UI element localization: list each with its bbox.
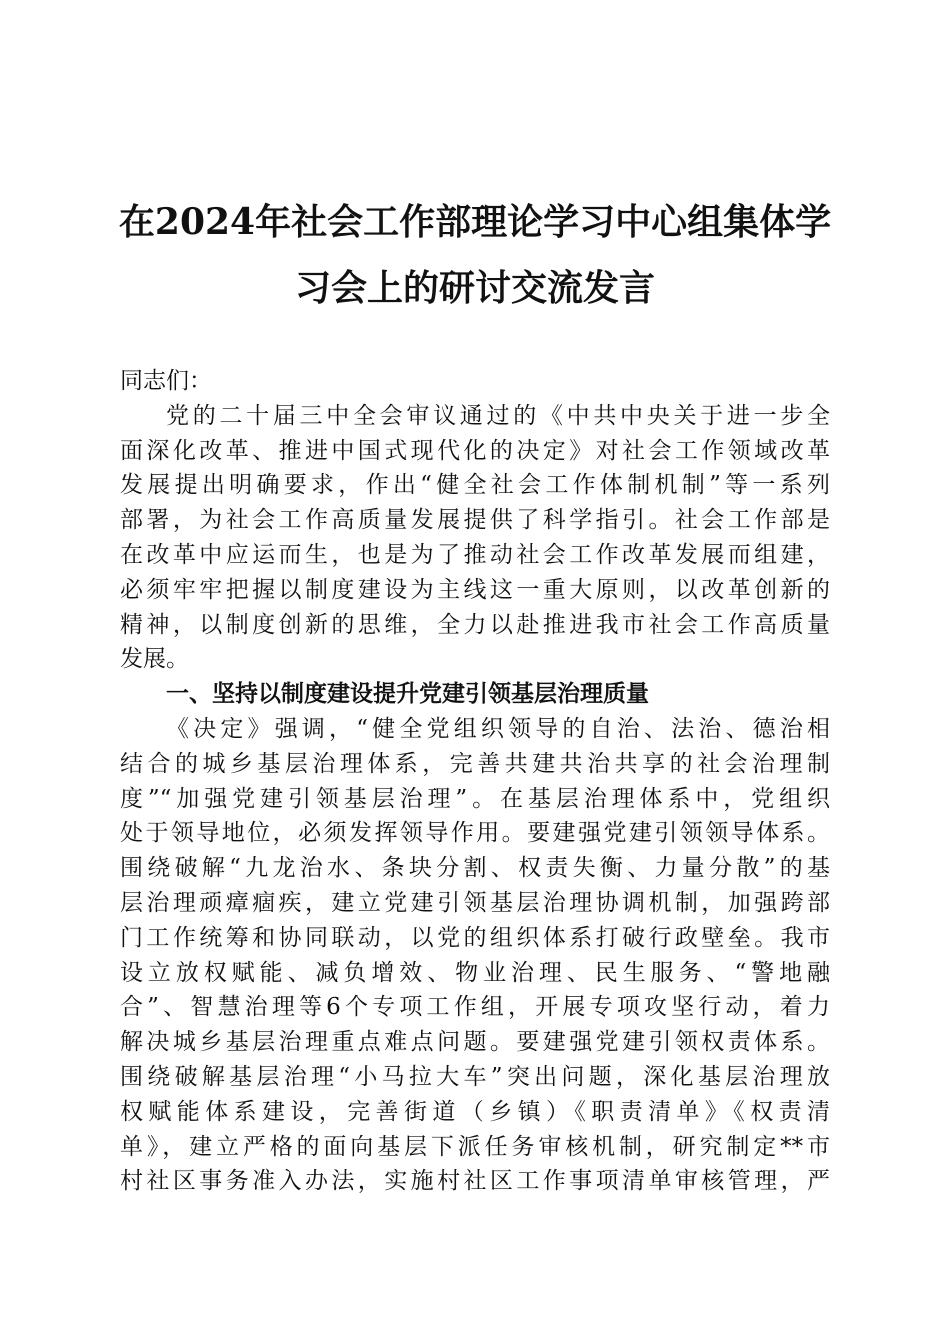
document-title-line-2: 习会上的研讨交流发言 xyxy=(294,267,655,309)
paragraph-2-line: 度”“加强党建引领基层治理”。在基层治理体系中，党组织 xyxy=(120,785,830,812)
paragraph-2-line: 《决定》强调，“健全党组织领导的自治、法治、德治相 xyxy=(166,715,830,742)
paragraph-1-line: 在改革中应运而生，也是为了推动社会工作改革发展而组建， xyxy=(120,541,830,568)
paragraph-1-line: 党的二十届三中全会审议通过的《中共中央关于进一步全 xyxy=(166,402,830,429)
paragraph-1-line: 发展提出明确要求，作出“健全社会工作体制机制”等一系列 xyxy=(120,472,830,499)
paragraph-2-line: 合”、智慧治理等6个专项工作组，开展专项攻坚行动，着力 xyxy=(120,994,830,1021)
paragraph-2-line: 结合的城乡基层治理体系，完善共建共治共享的社会治理制 xyxy=(120,750,830,777)
salutation: 同志们： xyxy=(120,368,212,394)
paragraph-1-line: 发展。 xyxy=(120,646,189,673)
paragraph-2-line: 权赋能体系建设，完善街道（乡镇）《职责清单》《权责清 xyxy=(120,1098,830,1125)
document-title-line-1: 在2024年社会工作部理论学习中心组集体学 xyxy=(118,201,832,243)
paragraph-2-line: 围绕破解基层治理“小马拉大车”突出问题，深化基层治理放 xyxy=(120,1063,830,1090)
paragraph-1-line: 精神，以制度创新的思维，全力以赴推进我市社会工作高质量 xyxy=(120,611,830,638)
document-body xyxy=(120,364,830,1199)
paragraph-2-line: 层治理顽瘴痼疾，建立党建引领基层治理协调机制，加强跨部 xyxy=(120,889,830,916)
section-heading-1: 一、坚持以制度建设提升党建引领基层治理质量 xyxy=(166,681,649,708)
paragraph-2-line: 村社区事务准入办法，实施村社区工作事项清单审核管理，严 xyxy=(120,1168,830,1195)
paragraph-2-line: 门工作统筹和协同联动，以党的组织体系打破行政壁垒。我市 xyxy=(120,924,830,951)
paragraph-2-line: 设立放权赋能、减负增效、物业治理、民生服务、“警地融 xyxy=(120,959,830,986)
paragraph-1-line: 面深化改革、推进中国式现代化的决定》对社会工作领域改革 xyxy=(120,437,830,464)
paragraph-2-line: 围绕破解“九龙治水、条块分割、权责失衡、力量分散”的基 xyxy=(120,855,830,882)
paragraph-2-line: 解决城乡基层治理重点难点问题。要建强党建引领权责体系。 xyxy=(120,1029,830,1056)
paragraph-2-line: 处于领导地位，必须发挥领导作用。要建强党建引领领导体系。 xyxy=(120,820,830,847)
paragraph-2-line: 单》，建立严格的面向基层下派任务审核机制，研究制定**市 xyxy=(120,1133,830,1160)
paragraph-1-line: 必须牢牢把握以制度建设为主线这一重大原则，以改革创新的 xyxy=(120,576,830,603)
paragraph-1-line: 部署，为社会工作高质量发展提供了科学指引。社会工作部是 xyxy=(120,507,830,534)
